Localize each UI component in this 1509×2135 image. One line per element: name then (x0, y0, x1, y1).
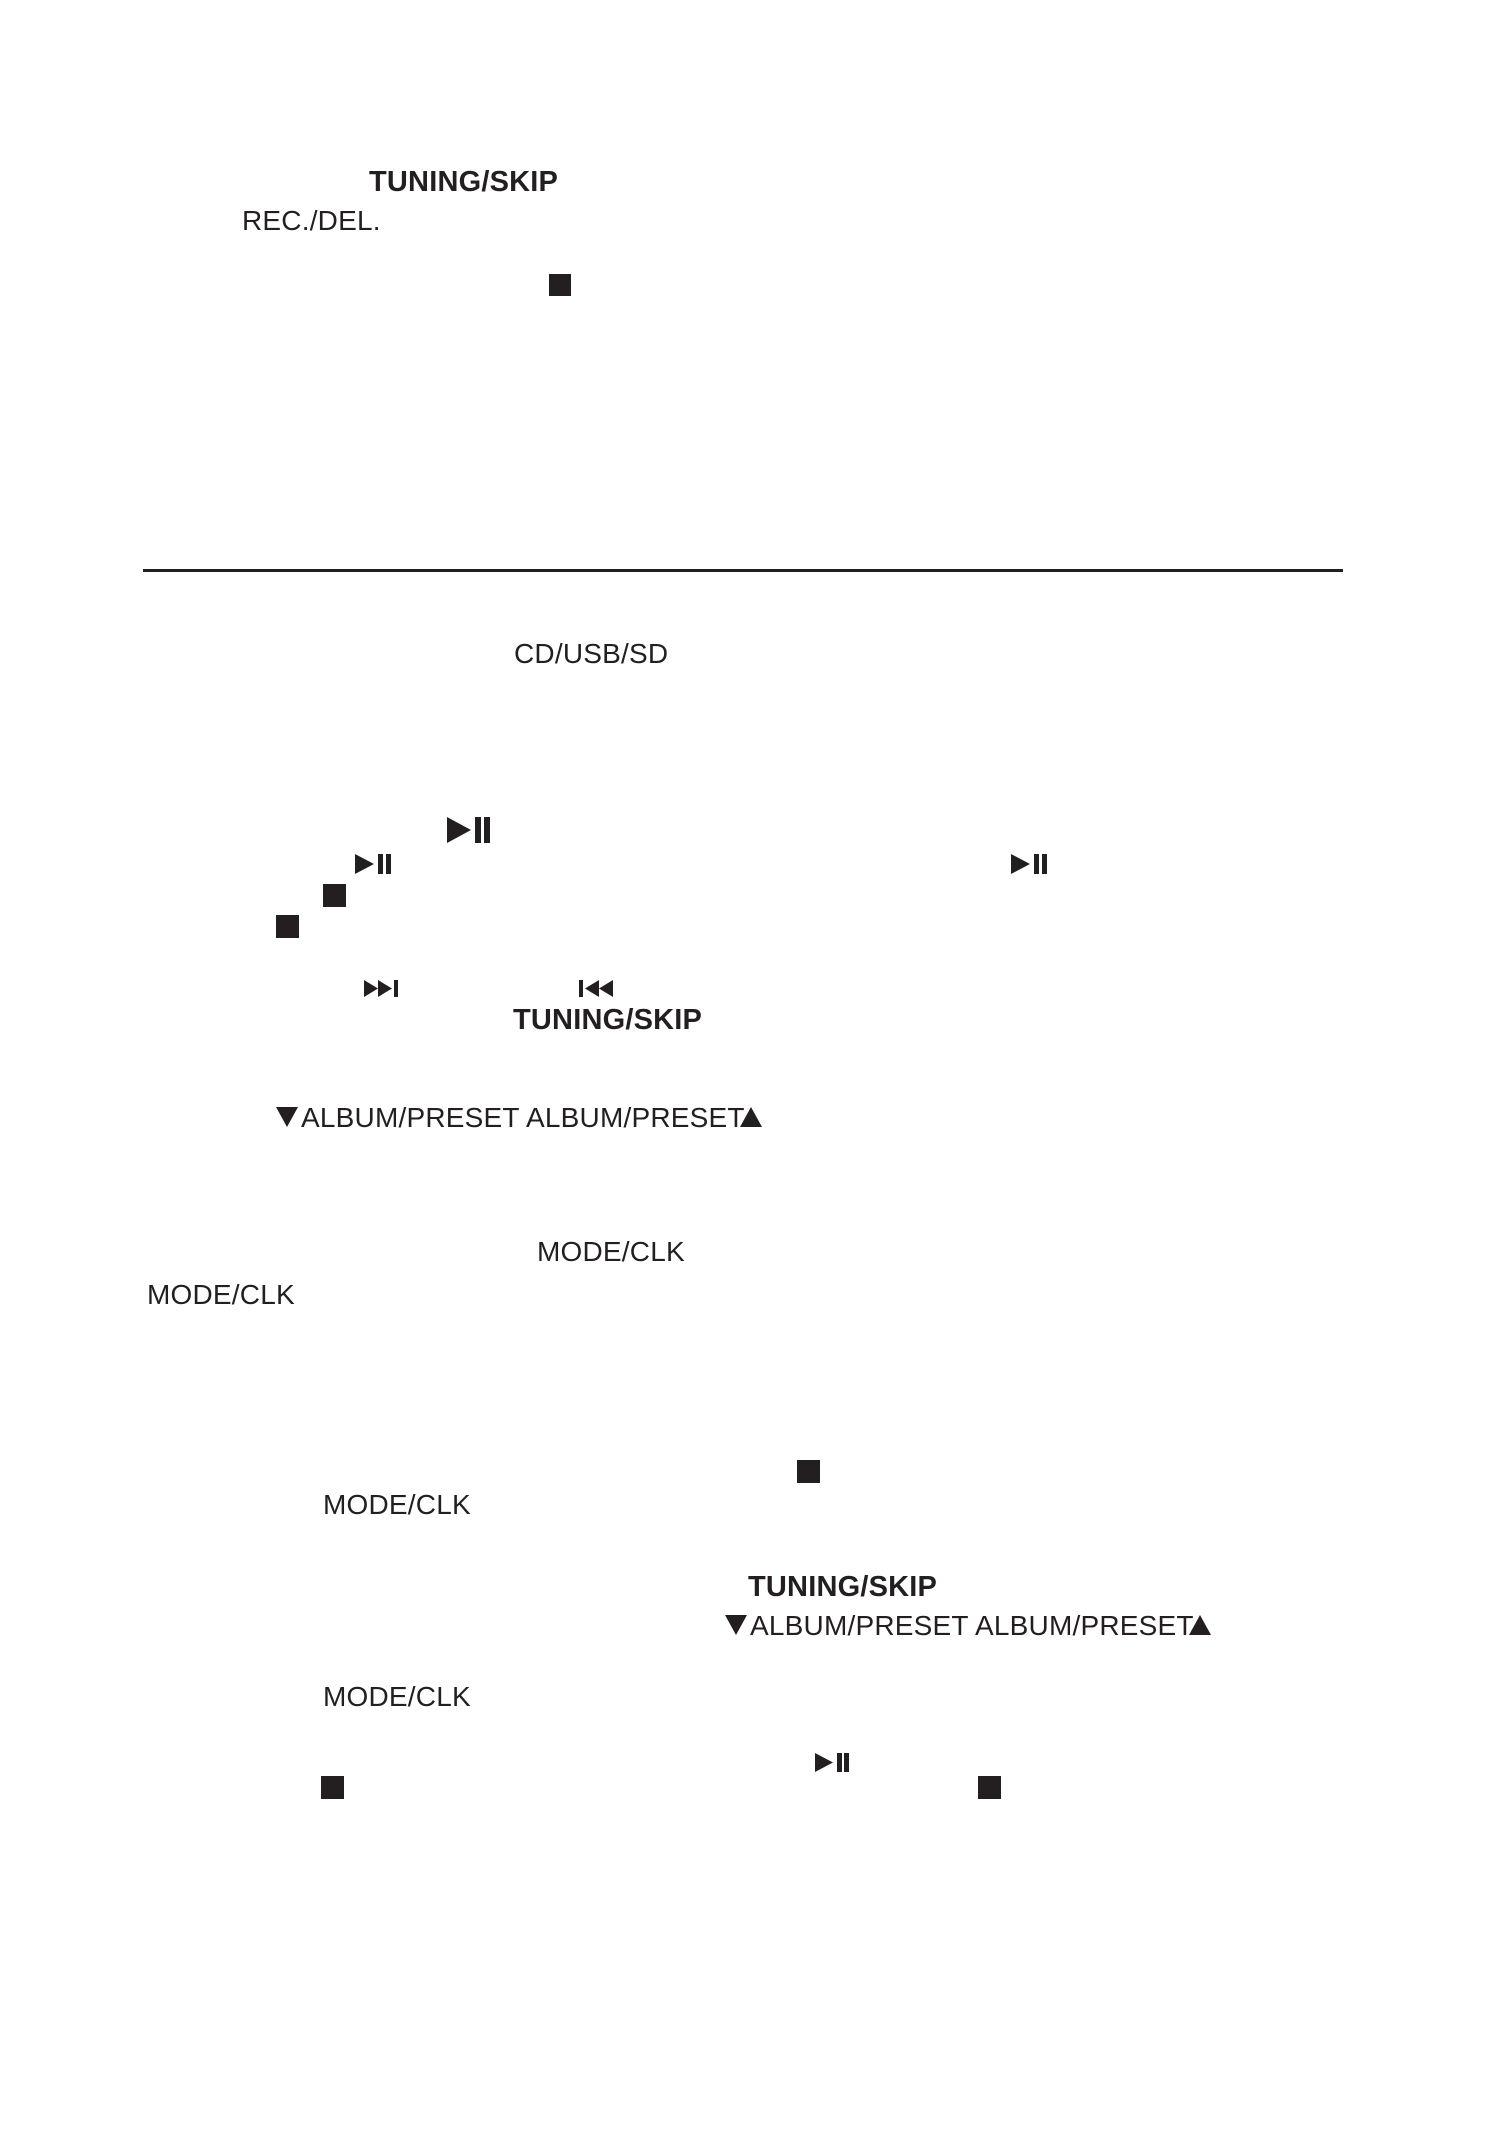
mode-clk-label-2: MODE/CLK (147, 1279, 295, 1310)
triangle-down-icon (725, 1615, 747, 1635)
cd-usb-sd-label: CD/USB/SD (514, 638, 669, 669)
album-preset-up-label: ALBUM/PRESET (526, 1102, 745, 1133)
skip-previous-icon (578, 980, 613, 997)
play-pause-icon (815, 1753, 849, 1772)
stop-icon (797, 1460, 820, 1483)
triangle-up-icon (1189, 1615, 1211, 1635)
mode-clk-label-4: MODE/CLK (323, 1681, 471, 1712)
rec-del-label: REC./DEL. (242, 205, 381, 236)
stop-icon (323, 884, 346, 907)
triangle-down-icon (276, 1107, 298, 1127)
album-preset-down-label-2: ALBUM/PRESET (750, 1610, 969, 1641)
triangle-up-icon (740, 1107, 762, 1127)
mode-clk-label-1: MODE/CLK (537, 1236, 685, 1267)
skip-next-icon (364, 980, 399, 997)
stop-icon (978, 1776, 1001, 1799)
play-pause-icon (355, 854, 391, 874)
album-preset-down-label: ALBUM/PRESET (301, 1102, 520, 1133)
tuning-skip-label-1: TUNING/SKIP (369, 166, 559, 198)
album-preset-up-label-2: ALBUM/PRESET (975, 1610, 1194, 1641)
play-pause-icon (1011, 854, 1047, 874)
mode-clk-label-3: MODE/CLK (323, 1489, 471, 1520)
stop-icon (321, 1776, 344, 1799)
play-pause-icon (447, 817, 491, 843)
tuning-skip-label-2: TUNING/SKIP (513, 1004, 703, 1036)
section-divider (143, 569, 1343, 572)
stop-icon (276, 915, 299, 938)
tuning-skip-label-3: TUNING/SKIP (748, 1571, 938, 1603)
stop-icon (549, 274, 571, 296)
